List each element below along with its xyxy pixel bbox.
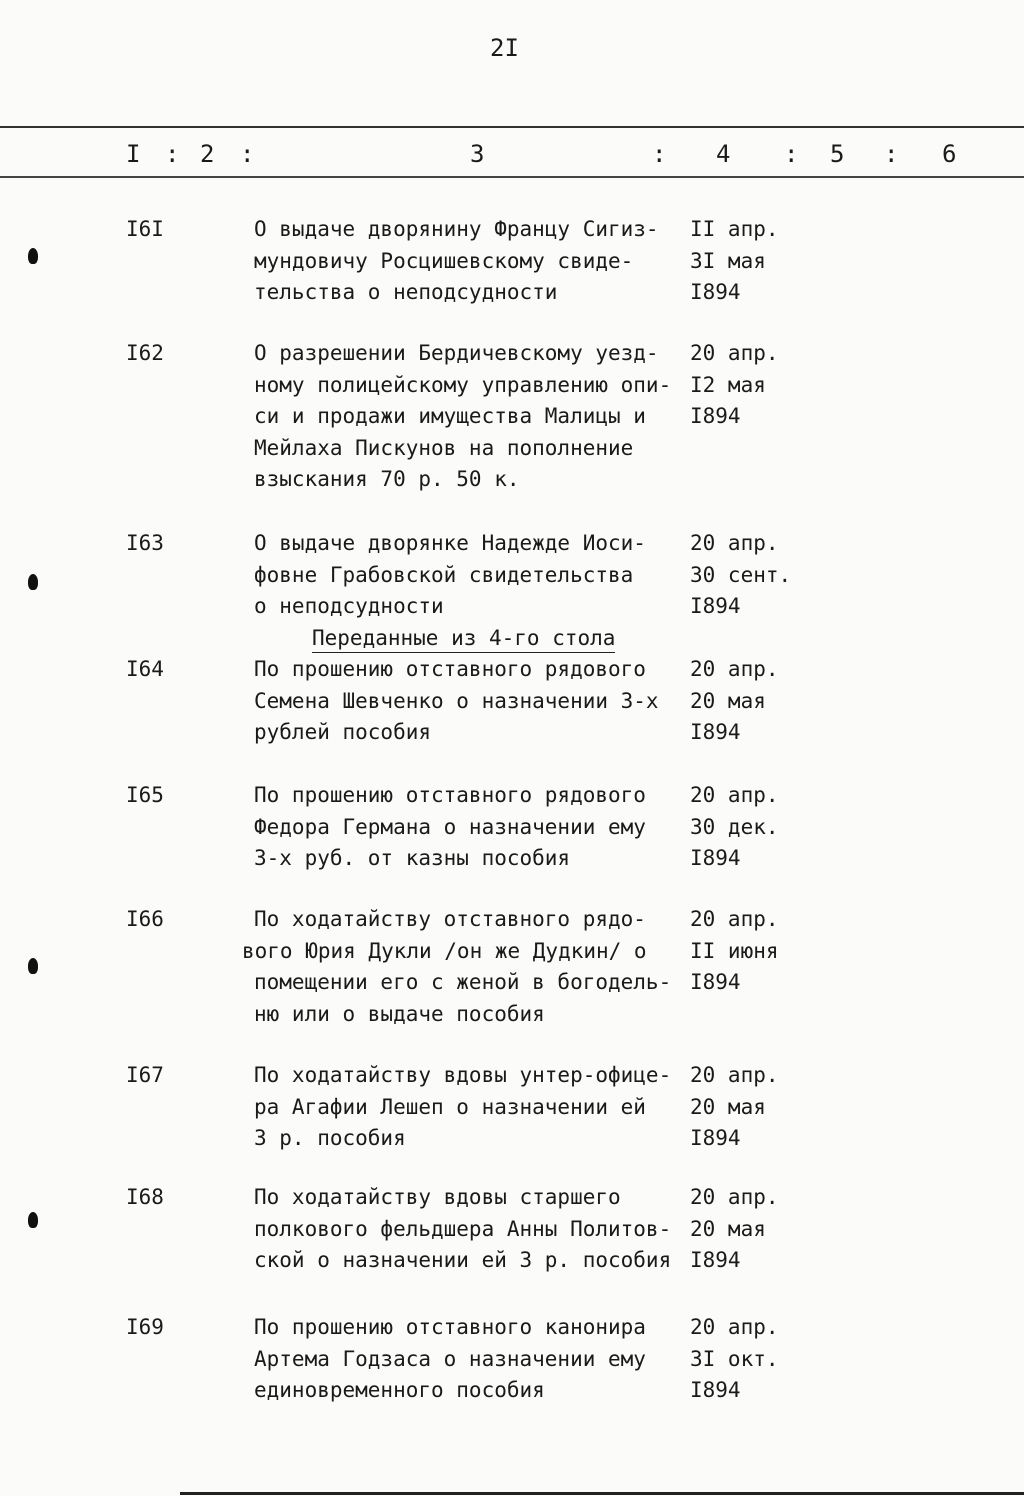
entry-number: I6I (126, 217, 164, 241)
year: I894 (690, 1126, 741, 1150)
start-date: 20 апр. (690, 783, 779, 807)
end-date: 30 сент. (690, 562, 792, 587)
start-date: 20 апр. (690, 657, 779, 681)
description-line: По прошению отставного рядового (254, 657, 646, 681)
year: I894 (690, 280, 741, 304)
description-line: По прошению отставного рядового (254, 783, 646, 807)
description-line: ской о назначении ей 3 р. пособия (254, 1248, 672, 1272)
description-line: полкового фельдшера Анны Политов- (254, 1216, 672, 1241)
column-header-2: 2 (200, 140, 215, 168)
entry-number: I69 (126, 1315, 164, 1339)
start-date: 20 апр. (690, 531, 779, 555)
description-line: мундовичу Росцишевскому свиде- (254, 248, 634, 273)
year: I894 (690, 1248, 741, 1272)
entry-dates (690, 904, 810, 999)
entry-description (242, 904, 684, 1030)
description-line: По ходатайству отставного рядо- (254, 907, 646, 931)
end-date: 20 мая (690, 1216, 766, 1241)
description-line: рублей пособия (254, 720, 432, 744)
description-line: вого Юрия Дукли /он же Дудкин/ о (242, 938, 647, 963)
column-separator: : (652, 140, 667, 168)
year: I894 (690, 594, 741, 618)
entry-dates (690, 1312, 810, 1407)
description-line: О разрешении Бердичевскому уезд- (254, 341, 659, 365)
page-number: 2I (490, 34, 519, 62)
entry-description (254, 214, 684, 309)
section-heading: Переданные из 4-го стола (312, 624, 615, 653)
column-header-5: 5 (830, 140, 845, 168)
end-date: 30 дек. (690, 814, 779, 839)
entry-description (254, 1312, 684, 1407)
start-date: 20 апр. (690, 907, 779, 931)
description-line: По прошению отставного канонира (254, 1315, 646, 1339)
header-rule-top (0, 126, 1024, 128)
description-line: 3 р. пособия (254, 1126, 406, 1150)
column-header-1: I (126, 140, 141, 168)
start-date: 20 апр. (690, 1315, 779, 1339)
start-date: II апр. (690, 217, 779, 241)
end-date: 3I окт. (690, 1346, 779, 1371)
column-header-3: 3 (470, 140, 485, 168)
description-line: Федора Германа о назначении ему (254, 814, 646, 839)
year: I894 (690, 846, 741, 870)
entry-dates (690, 780, 810, 875)
entry-dates (690, 654, 810, 749)
description-line: ному полицейскому управлению опи- (254, 372, 672, 397)
entry-dates (690, 214, 810, 309)
year: I894 (690, 970, 741, 994)
entry-dates (690, 1060, 810, 1155)
description-line: си и продажи имущества Малицы и (254, 404, 646, 428)
entry-number: I64 (126, 657, 164, 681)
entry-number: I63 (126, 531, 164, 555)
end-date: I2 мая (690, 372, 766, 397)
entry-number: I68 (126, 1185, 164, 1209)
description-line: единовременного пособия (254, 1378, 545, 1402)
column-separator: : (165, 140, 180, 168)
entry-number: I66 (126, 907, 164, 931)
entry-description (254, 528, 684, 623)
entry-description (254, 338, 684, 496)
end-date: 20 мая (690, 688, 766, 713)
start-date: 20 апр. (690, 1063, 779, 1087)
entry-description (254, 1182, 684, 1277)
column-separator: : (784, 140, 799, 168)
year: I894 (690, 1378, 741, 1402)
description-line: Артема Годзаса о назначении ему (254, 1346, 646, 1371)
entry-dates (690, 528, 810, 623)
description-line: Семена Шевченко о назначении 3-х (254, 688, 659, 713)
entry-number: I65 (126, 783, 164, 807)
entry-dates (690, 338, 810, 433)
binding-hole-mark (28, 248, 38, 264)
description-line: По ходатайству вдовы унтер-офице- (254, 1063, 672, 1087)
end-date: 20 мая (690, 1094, 766, 1119)
description-line: О выдаче дворянину Францу Сигиз- (254, 217, 659, 241)
entry-number: I67 (126, 1063, 164, 1087)
description-line: взыскания 70 р. 50 к. (254, 467, 520, 491)
footer-rule (180, 1492, 1024, 1495)
column-header-4: 4 (716, 140, 731, 168)
binding-hole-mark (28, 1212, 38, 1228)
description-line: ра Агафии Лешеп о назначении ей (254, 1094, 646, 1119)
entry-description (254, 654, 684, 749)
description-line: о неподсудности (254, 594, 444, 618)
description-line: ню или о выдаче пособия (254, 1001, 545, 1026)
description-line: тельства о неподсудности (254, 280, 558, 304)
column-separator: : (240, 140, 255, 168)
description-line: фовне Грабовской свидетельства (254, 562, 634, 587)
description-line: Мейлаха Пискунов на пополнение (254, 435, 634, 460)
description-line: О выдаче дворянке Надежде Иоси- (254, 531, 646, 555)
entry-number: I62 (126, 341, 164, 365)
binding-hole-mark (28, 574, 38, 590)
end-date: 3I мая (690, 248, 766, 273)
header-rule-bottom (0, 176, 1024, 178)
column-separator: : (884, 140, 899, 168)
end-date: II июня (690, 938, 779, 963)
entry-dates (690, 1182, 810, 1277)
entry-description (254, 1060, 684, 1155)
year: I894 (690, 720, 741, 744)
description-line: По ходатайству вдовы старшего (254, 1185, 621, 1209)
binding-hole-mark (28, 958, 38, 974)
description-line: 3-х руб. от казны пособия (254, 846, 571, 870)
entry-description (254, 780, 684, 875)
column-header-row (0, 140, 1024, 172)
year: I894 (690, 404, 741, 428)
start-date: 20 апр. (690, 1185, 779, 1209)
description-line: помещении его с женой в богодель- (254, 970, 672, 994)
column-header-6: 6 (942, 140, 957, 168)
start-date: 20 апр. (690, 341, 779, 365)
